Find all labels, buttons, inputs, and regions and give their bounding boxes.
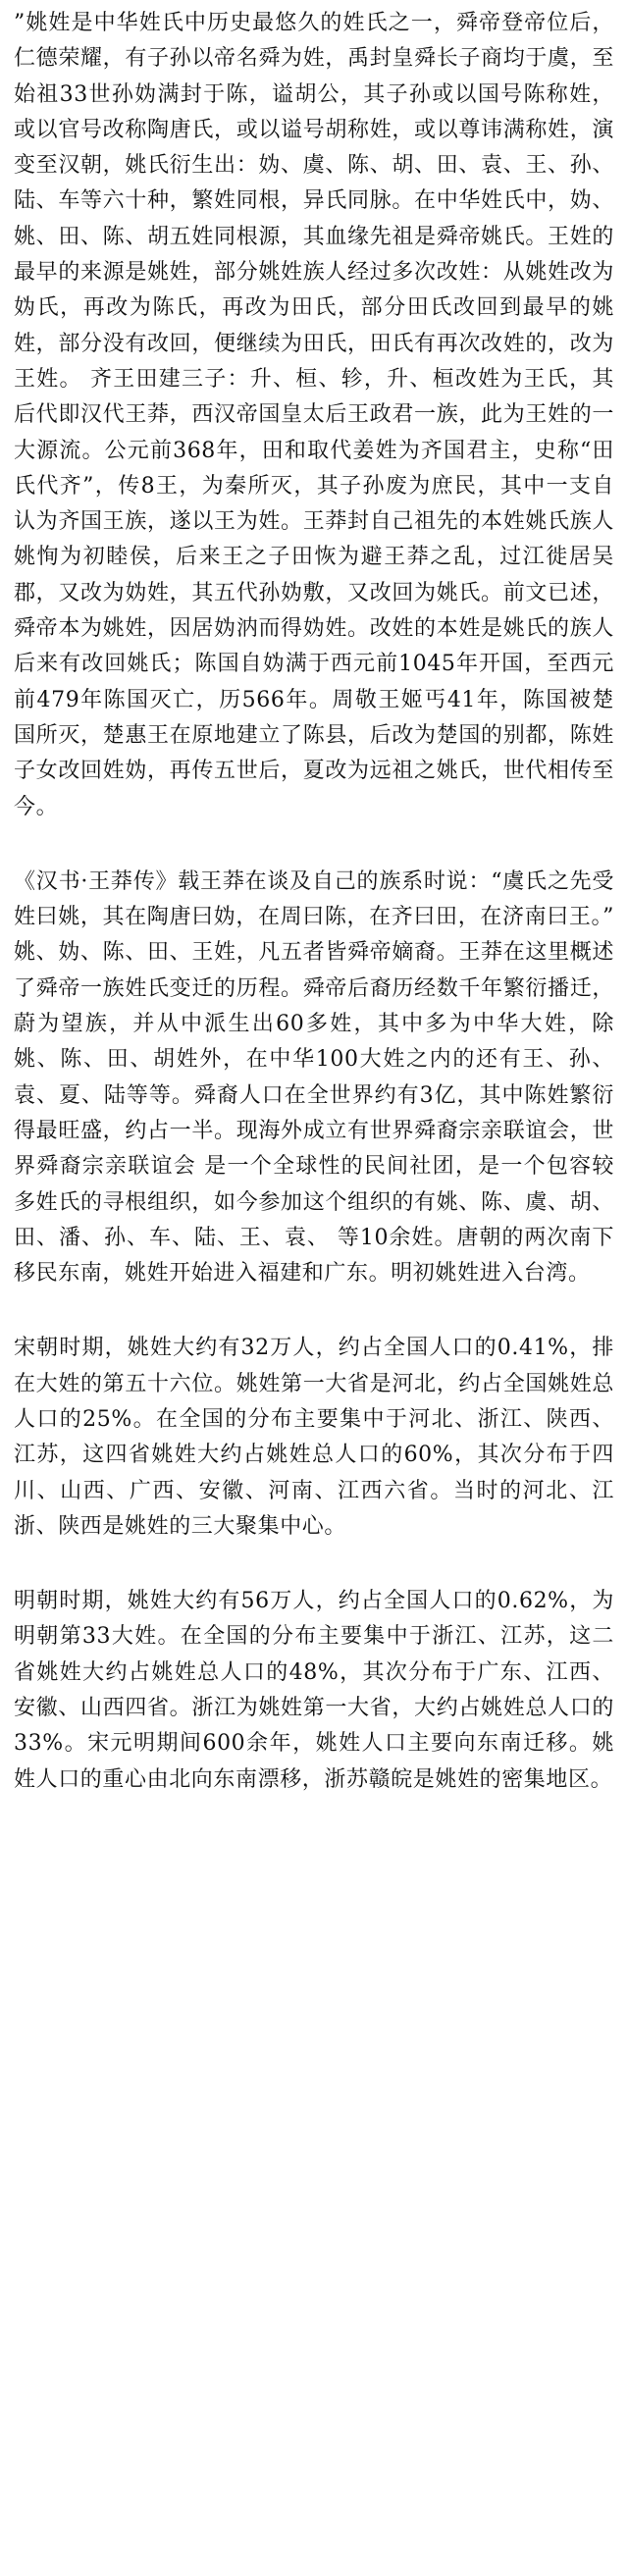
paragraph-ming-dynasty: 明朝时期，姚姓大约有56万人，约占全国人口的0.62%，为明朝第33大姓。在全国的分布主要集中于浙江、江苏，这二省姚姓大约占姚姓总人口的48%，其次分布于广东、江西、安徽、山西四省。浙江为姚姓第一大省，大约占姚姓总人口的33%。宋元明期间600余年，姚姓人口主要向东南迁移。姚姓人口的重心由北向东南漂移，浙苏赣皖是姚姓的密集地区。 xyxy=(14,1589,614,1792)
document-body xyxy=(14,6,614,1798)
paragraph-gap xyxy=(14,825,614,865)
paragraph-gap xyxy=(14,1545,614,1584)
paragraph-song-dynasty: 宋朝时期，姚姓大约有32万人，约占全国人口的0.41%，排在大姓的第五十六位。姚姓第一大省是河北，约占全国姚姓总人口的25%。在全国的分布主要集中于河北、浙江、陕西、江苏，这四省姚姓大约占姚姓总人口的60%，其次分布于四川、山西、广西、安徽、河南、江西六省。当时的河北、江浙、陕西是姚姓的三大聚集中心。 xyxy=(14,1336,614,1539)
paragraph-hanshu: 《汉书·王莽传》载王莽在谈及自己的族系时说：“虞氏之先受姓曰姚，其在陶唐曰妫，在周曰陈，在齐曰田，在济南曰王。” 姚、妫、陈、田、王姓，凡五者皆舜帝嫡裔。王莽在这里概述了舜帝一族姓氏变迁的历程。舜帝后裔历经数千年繁衍播迁，蔚为望族，并从中派生出60多姓，其中多为中华大姓，除姚、陈、田、胡姓外，在中华100大姓之内的还有王、孙、袁、夏、陆等等。舜裔人口在全世界约有3亿，其中陈姓繁衍得最旺盛，约占一半。现海外成立有世界舜裔宗亲联谊会，世界舜裔宗亲联谊会 是一个全球性的民间社团，是一个包容较多姓氏的寻根组织，如今参加这个组织的有姚、陈、虞、胡、田、潘、孙、车、陆、王、袁、 等10余姓。唐朝的两次南下移民东南，姚姓开始进入福建和广东。明初姚姓进入台湾。 xyxy=(14,868,614,1287)
paragraph-origin: ”姚姓是中华姓氏中历史最悠久的姓氏之一，舜帝登帝位后，仁德荣耀，有子孙以帝名舜为姓，禹封皇舜长子商均于虞，至始祖33世孙妫满封于陈，谥胡公，其子孙或以国号陈称姓，或以官号改称陶唐氏，或以谥号胡称姓，或以尊讳满称姓，演变至汉朝，姚氏衍生出：妫、虞、陈、胡、田、袁、王、孙、陆、车等六十种，繁姓同根，异氏同脉。在中华姓氏中，妫、姚、田、陈、胡五姓同根源，其血缘先祖是舜帝姚氏。王姓的最早的来源是姚姓，部分姚姓族人经过多次改姓：从姚姓改为妫氏，再改为陈氏，再改为田氏，部分田氏改回到最早的姚姓，部分没有改回，便继续为田氏，田氏有再次改姓的，改为王姓。 齐王田建三子：升、桓、轸，升、桓改姓为王氏，其后代即汉代王莽，西汉帝国皇太后王政君一族，此为王姓的一大源流。公元前368年，田和取代姜姓为齐国君主，史称“田氏代齐”，传8王，为秦所灭，其子孙废为庶民，其中一支自认为齐国王族，遂以王为姓。王莽封自己祖先的本姓姚氏族人姚恂为初睦侯，后来王之子田恢为避王莽之乱，过江徙居吴郡，又改为妫姓，其五代孙妫敷，又改回为姚氏。前文已述，舜帝本为姚姓，因居妫汭而得妫姓。改姓的本姓是姚氏的族人后来有改回姚氏；陈国自妫满于西元前1045年开国，至西元前479年陈国灭亡，历566年。周敬王姬丐41年，陈国被楚国所灭，楚惠王在原地建立了陈县，后改为楚国的别都，陈姓子女改回姓妫，再传五世后，夏改为远祖之姚氏，世代相传至今。 xyxy=(14,11,614,819)
paragraph-gap xyxy=(14,1291,614,1331)
